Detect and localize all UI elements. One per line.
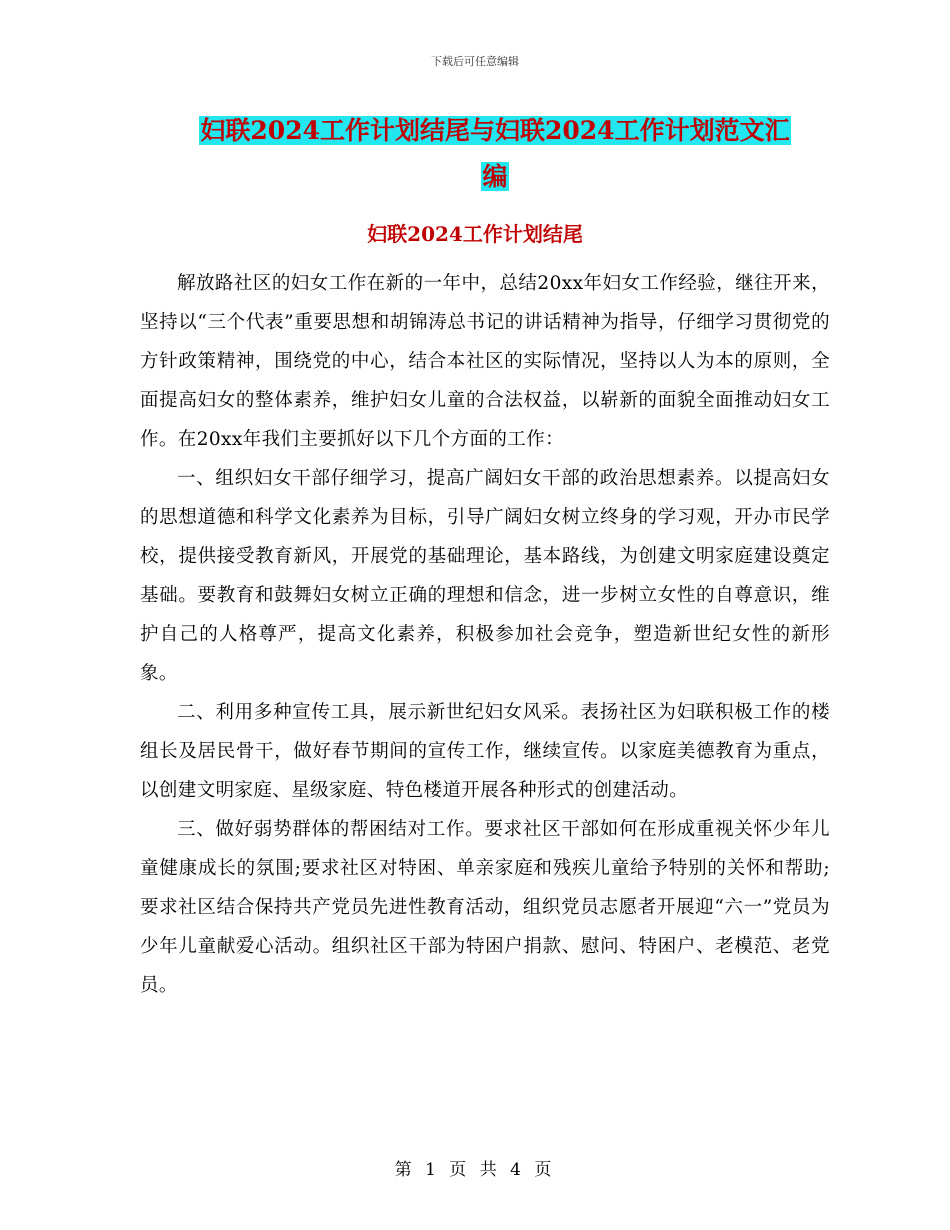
paragraph-item-1: 一、组织妇女干部仔细学习，提高广阔妇女干部的政治思想素养。以提高妇女的思想道德和科学文化素养为目标，引导广阔妇女树立终身的学习观，开办市民学校，提供接受教育新风，开展党的基础理论，基本路线，为创建文明家庭建设奠定基础。要教育和鼓舞妇女树立正确的理想和信念，进一步树立女性的自尊意识，维护自己的人格尊严，提高文化素养，积极参加社会竞争，塑造新世纪女性的新形象。 — [140, 468, 830, 684]
page-footer: 第 1 页 共 4 页 — [394, 1160, 556, 1180]
document-title-line1: 妇联2024工作计划结尾与妇联2024工作计划范文汇 — [200, 116, 790, 145]
document-title — [140, 108, 850, 200]
document-title-line2: 编 — [482, 162, 508, 191]
header-note: 下载后可任意编辑 — [431, 55, 519, 68]
section-title: 妇联2024工作计划结尾 — [367, 222, 583, 246]
paragraph-item-2: 二、利用多种宣传工具，展示新世纪妇女风采。表扬社区为妇联积极工作的楼组长及居民骨干，做好春节期间的宣传工作，继续宣传。以家庭美德教育为重点，以创建文明家庭、星级家庭、特色楼道开展各种形式的创建活动。 — [140, 702, 830, 801]
paragraph-item-3: 三、做好弱势群体的帮困结对工作。要求社区干部如何在形成重视关怀少年儿童健康成长的氛围;要求社区对特困、单亲家庭和残疾儿童给予特别的关怀和帮助;要求社区结合保持共产党员先进性教育活动，组织党员志愿者开展迎“六一”党员为少年儿童献爱心活动。组织社区干部为特困户捐款、慰问、特困户、老模范、老党员。 — [140, 819, 830, 996]
paragraph-intro: 解放路社区的妇女工作在新的一年中，总结20xx年妇女工作经验，继往开来，坚持以“三个代表”重要思想和胡锦涛总书记的讲话精神为指导，仔细学习贯彻党的方针政策精神，围绕党的中心，结合本社区的实际情况，坚持以人为本的原则，全面提高妇女的整体素养，维护妇女儿童的合法权益，以崭新的面貌全面推动妇女工作。在20xx年我们主要抓好以下几个方面的工作： — [140, 273, 830, 450]
body-text — [140, 264, 830, 1005]
